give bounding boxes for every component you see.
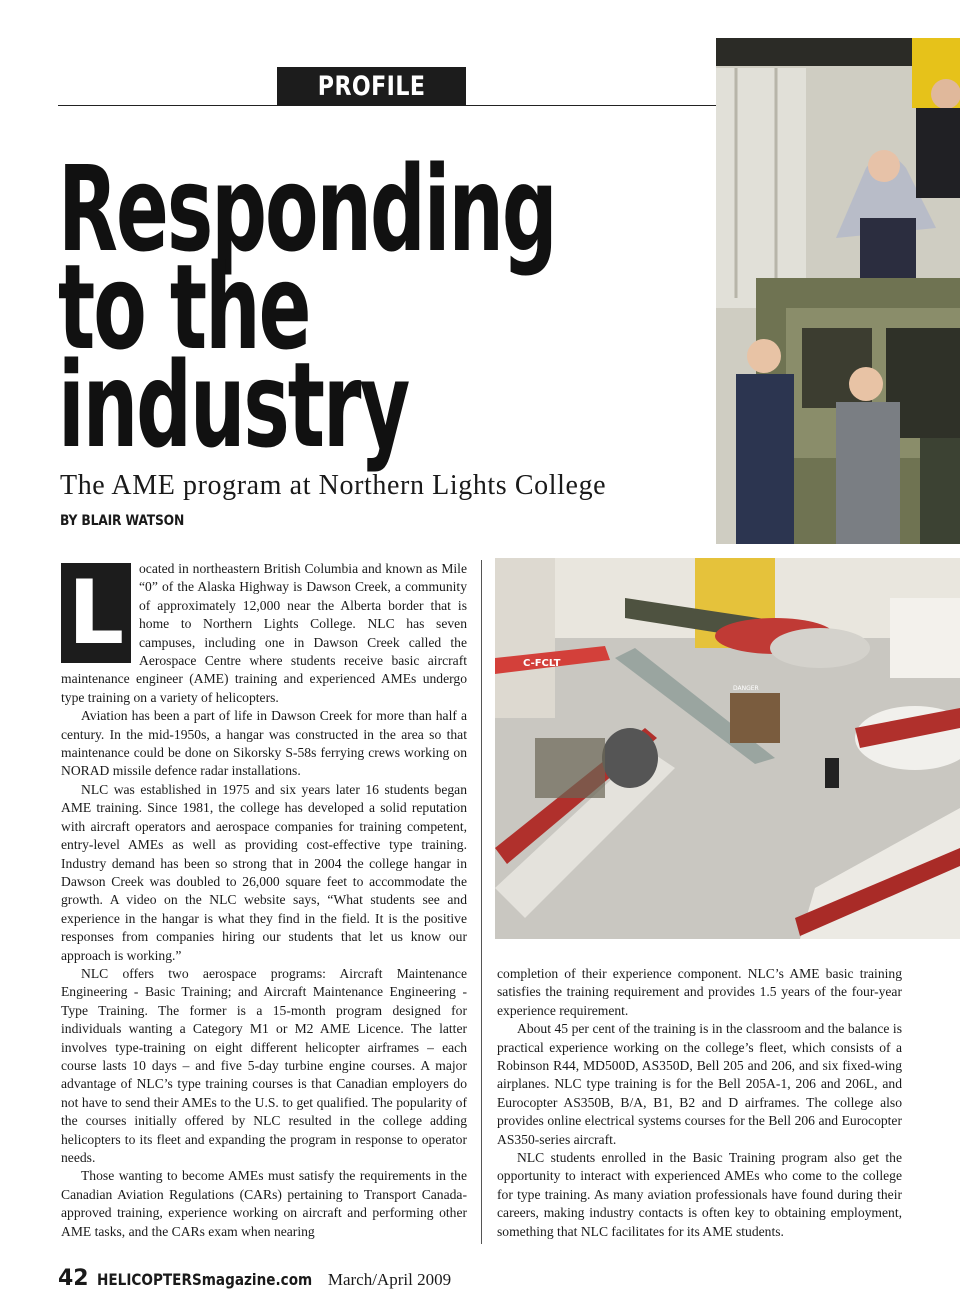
hangar-photo-art — [495, 558, 960, 939]
column-divider — [481, 560, 482, 1244]
article-paragraph: NLC offers two aerospace programs: Aircraft Maintenance Engineering - Basic Training; and Aircraft Maintenance Engineering - Type Training. The former is a 15-month program designed for individuals wanting a Category M1 or M2 AME Licence. The latter involves type-training on eight different helicopter airframes – each course lasts 10 days – and five 5-day turbine engine courses. A major advantage of NLC’s type training courses is that Canadian employers do not have to send their AMEs to the U.S. to get qualified. The popularity of the courses initially offered by NLC resulted in the college adding helicopters to its fleet and expanding the program in response to operator needs. — [61, 965, 467, 1165]
article-paragraph: Aviation has been a part of life in Dawson Creek for more than half a century. In the mid-1950s, a hangar was constructed in the area so that maintenance could be done on Sikorsky S-58s ferrying crews working on NORAD missile defence radar installations. — [61, 708, 467, 779]
article-right-column — [497, 965, 902, 1241]
headline-line: to the — [58, 238, 310, 376]
page-footer — [58, 1266, 451, 1291]
article-left-column — [61, 560, 467, 1241]
headline — [58, 140, 618, 474]
students-photo — [716, 38, 960, 544]
hangar-sign: DANGER — [733, 685, 759, 692]
article-paragraph: completion of their experience component. NLC’s AME basic training satisfies the training requirement and provides 1.5 years of the four-year experience requirement. — [497, 966, 902, 1018]
article-paragraph: About 45 per cent of the training is in the classroom and the balance is practical experience working on the college’s fleet, which consists of a Robinson R44, MD500D, AS350D, Bell 205 and 206, and six fixed-wing airplanes. NLC type training is for the Bell 205A-1, 206 and 206L, and Eurocopter AS350B, B/A, B1, B2 and D airframes. The college also provides online electrical systems courses for the Bell 206 and Eurocopter AS350-series aircraft. — [497, 1021, 902, 1147]
issue-date: March/April 2009 — [327, 1270, 452, 1289]
page-number: 42 — [58, 1266, 89, 1291]
magazine-website: HELICOPTERSmagazine.com — [96, 1270, 312, 1289]
headline-line: Responding — [58, 140, 556, 278]
article-paragraph: NLC was established in 1975 and six years later 16 students began AME training. Since 1981, the college has developed a solid reputation with aircraft operators and aerospace companies for training competent, entry-level AMEs as well as providing cost-effective type training. Industry demand has been so strong that in 2004 the college hangar in Dawson Creek was doubled to 26,000 square feet to accommodate the growth. A video on the NLC website says, “What students see and experience in the hangar is what they find in the field. It is the positive responses from companies hiring our students that let us know our approach is working.” — [61, 781, 467, 963]
article-paragraph: ocated in northeastern British Columbia and known as Mile “0” of the Alaska Highway is Dawson Creek, a community of approximately 12,000 near the Alberta border that is home to Northern Lights College. NLC has seven campuses, including one in Dawson Creek called the Aerospace Centre where students receive basic aircraft maintenance engineer (AME) training and experienced AMEs undergo type training on a variety of helicopters. — [61, 561, 467, 705]
article-paragraph: Those wanting to become AMEs must satisfy the requirements in the Canadian Aviation Regulations (CARs) pertaining to Transport Canada-approved training, experience working on aircraft and performing other AME tasks, and the CARs exam when nearing — [61, 1168, 467, 1239]
headline-line: industry — [58, 336, 409, 474]
byline: BY BLAIR WATSON — [60, 513, 185, 529]
hangar-photo — [495, 558, 960, 939]
aircraft-registration: C-FCLT — [523, 658, 561, 669]
subtitle: The AME program at Northern Lights College — [60, 470, 607, 501]
students-photo-art — [716, 38, 960, 544]
section-label: PROFILE — [277, 67, 466, 106]
drop-cap: L — [61, 563, 131, 663]
article-paragraph: NLC students enrolled in the Basic Training program also get the opportunity to interact with experienced AMEs who come to the college for type training. As many aviation professionals have found during their careers, making industry contacts is often key to obtaining employment, something that NLC facilitates for its AME students. — [497, 1150, 902, 1239]
